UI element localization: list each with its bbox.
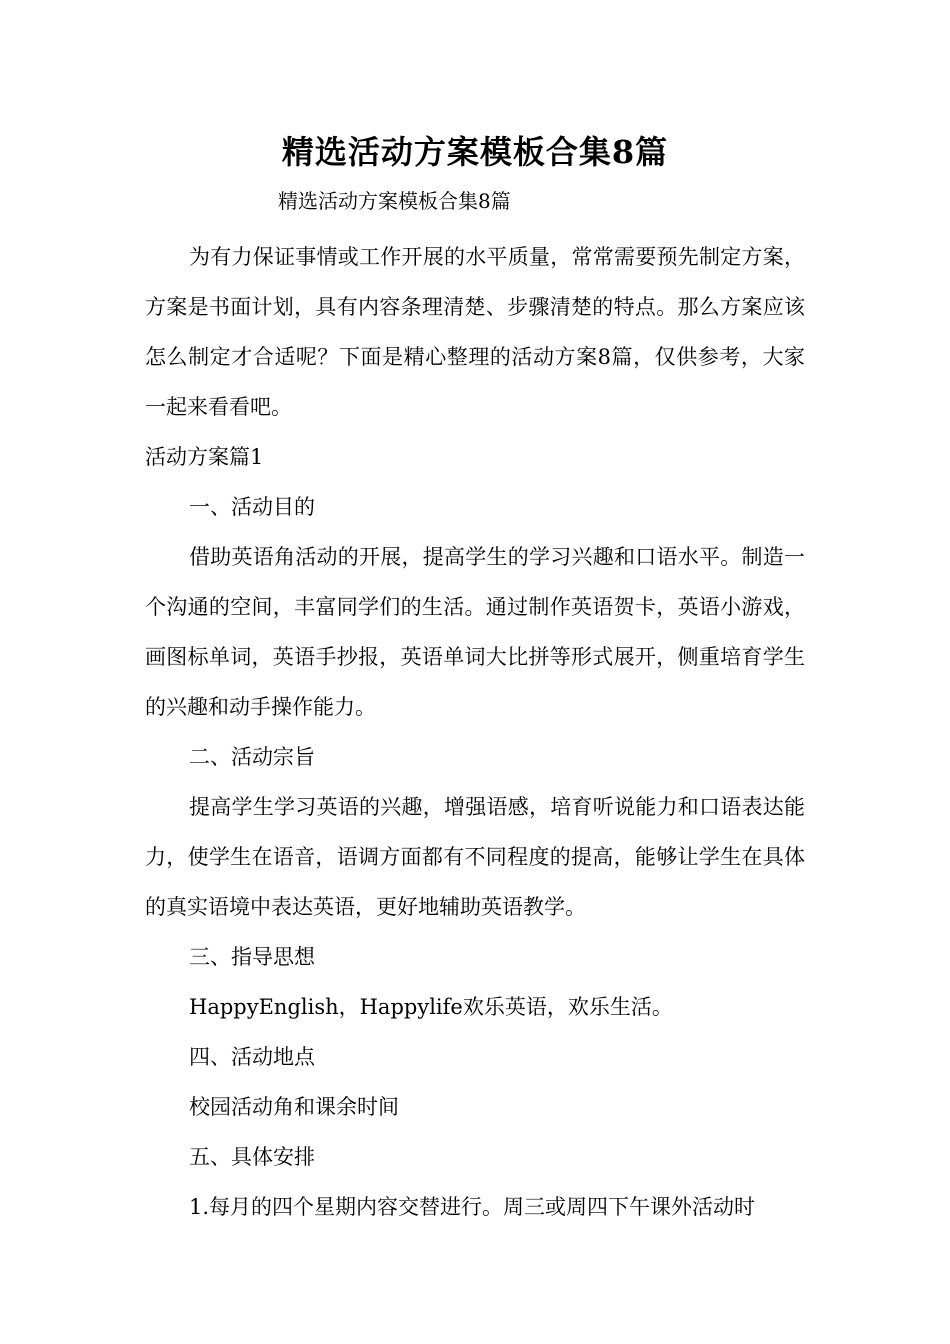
section-heading-plan-1: 活动方案篇1 bbox=[145, 445, 264, 469]
heading-activity-location: 四、活动地点 bbox=[189, 1045, 315, 1069]
paragraph-specific-arrangement: 1.每月的四个星期内容交替进行。周三或周四下午课外活动时 bbox=[189, 1195, 756, 1219]
heading-activity-purpose: 一、活动目的 bbox=[189, 495, 315, 519]
paragraph-activity-aim: 提高学生学习英语的兴趣，增强语感，培育听说能力和口语表达能力，使学生在语音，语调方面都有不同程度的提高，能够让学生在具体的真实语境中表达英语，更好地辅助英语教学。 bbox=[145, 795, 805, 919]
document-body bbox=[145, 232, 805, 1232]
document-title: 精选活动方案模板合集8篇 bbox=[281, 133, 669, 171]
paragraph-activity-location: 校园活动角和课余时间 bbox=[189, 1095, 399, 1119]
paragraph-activity-purpose: 借助英语角活动的开展，提高学生的学习兴趣和口语水平。制造一个沟通的空间，丰富同学们的生活。通过制作英语贺卡，英语小游戏，画图标单词，英语手抄报，英语单词大比拼等形式展开，侧重培育学生的兴趣和动手操作能力。 bbox=[145, 545, 805, 719]
intro-paragraph: 为有力保证事情或工作开展的水平质量，常常需要预先制定方案，方案是书面计划，具有内容条理清楚、步骤清楚的特点。那么方案应该怎么制定才合适呢？下面是精心整理的活动方案8篇，仅供参考，大家一起来看看吧。 bbox=[145, 245, 805, 419]
heading-activity-aim: 二、活动宗旨 bbox=[189, 745, 315, 769]
paragraph-guiding-idea: HappyEnglish，Happylife欢乐英语，欢乐生活。 bbox=[189, 995, 673, 1019]
document-subtitle: 精选活动方案模板合集8篇 bbox=[278, 189, 511, 213]
heading-guiding-idea: 三、指导思想 bbox=[189, 945, 315, 969]
heading-specific-arrangement: 五、具体安排 bbox=[189, 1145, 315, 1169]
